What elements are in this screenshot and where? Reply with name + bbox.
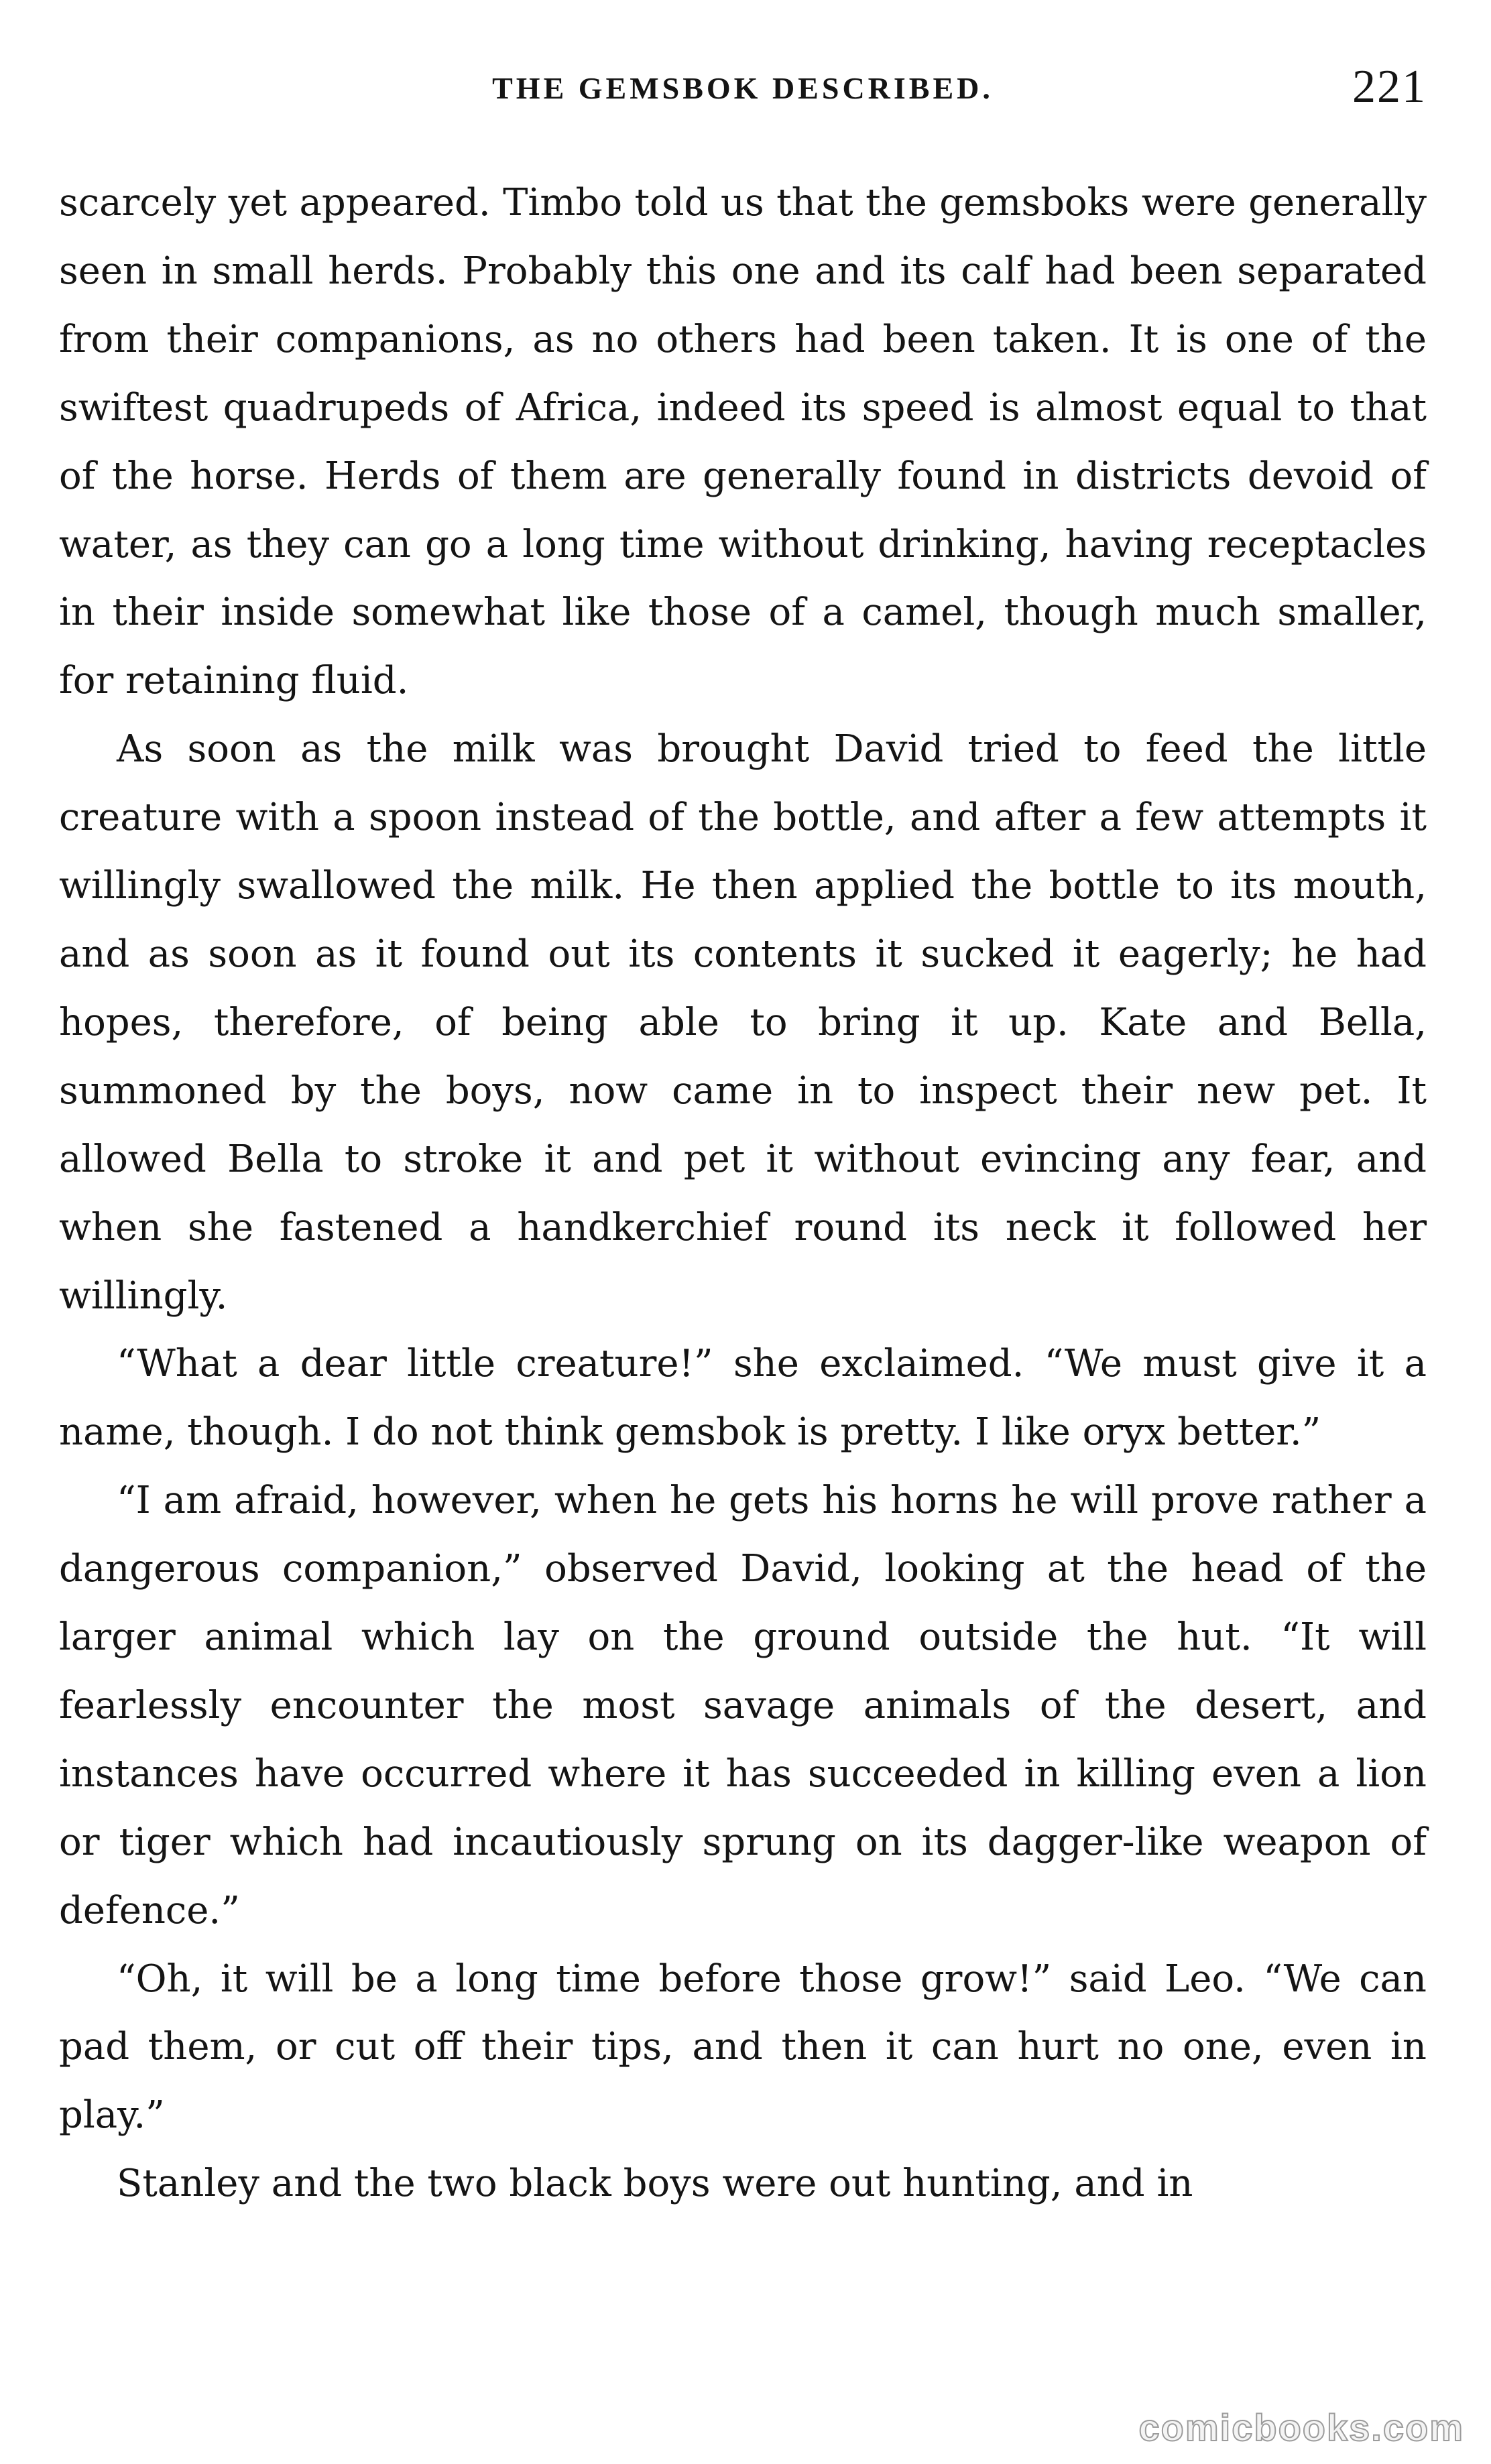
running-head: THE GEMSBOK DESCRIBED. — [492, 71, 994, 105]
paragraph: As soon as the milk was brought David tried to feed the little creature with a spoon instead of the bottle, and after a few attempts it willingly swallowed the milk. He then applied the bottle to its mouth, and as soon as it found out its contents it sucked it eagerly; he had hopes, therefore, of being able to bring it up. Kate and Bella, summoned by the boys, now came in to inspect their new pet. It allowed Bella to stroke it and pet it without evincing any fear, and when she fastened a handkerchief round its neck it followed her willingly. — [59, 727, 1427, 1318]
paragraph: “Oh, it will be a long time before those grow!” said Leo. “We can pad them, or cut off their tips, and then it can hurt no one, even in play.” — [59, 1957, 1427, 2138]
body-text — [59, 169, 1427, 2218]
paragraph: “I am afraid, however, when he gets his horns he will prove rather a dangerous companion,” observed David, looking at the head of the larger animal which lay on the ground outside the hut. “It will fearlessly encounter the most savage animals of the desert, and instances have occurred where it has succeeded in killing even a lion or tiger which had incautiously sprung on its dagger-like weapon of defence.” — [59, 1479, 1427, 1932]
page-number: 221 — [1352, 61, 1427, 113]
paragraph: “What a dear little creature!” she exclaimed. “We must give it a name, though. I do not think gemsbok is pretty. I like oryx better.” — [59, 1342, 1427, 1455]
paragraph: Stanley and the two black boys were out hunting, and in — [117, 2162, 1193, 2206]
page-header — [59, 62, 1427, 115]
paragraph-continued: scarcely yet appeared. Timbo told us that the gemsboks were generally seen in small herds. Probably this one and its calf had been separated from their companions, as no others had been taken. It is one of the swiftest quadrupeds of Africa, indeed its speed is almost equal to that of the horse. Herds of them are generally found in districts devoid of water, as they can go a long time without drinking, having receptacles in their inside somewhat like those of a camel, though much smaller, for retaining fluid. — [59, 181, 1427, 703]
watermark: comicbooks.com — [1138, 2406, 1464, 2449]
